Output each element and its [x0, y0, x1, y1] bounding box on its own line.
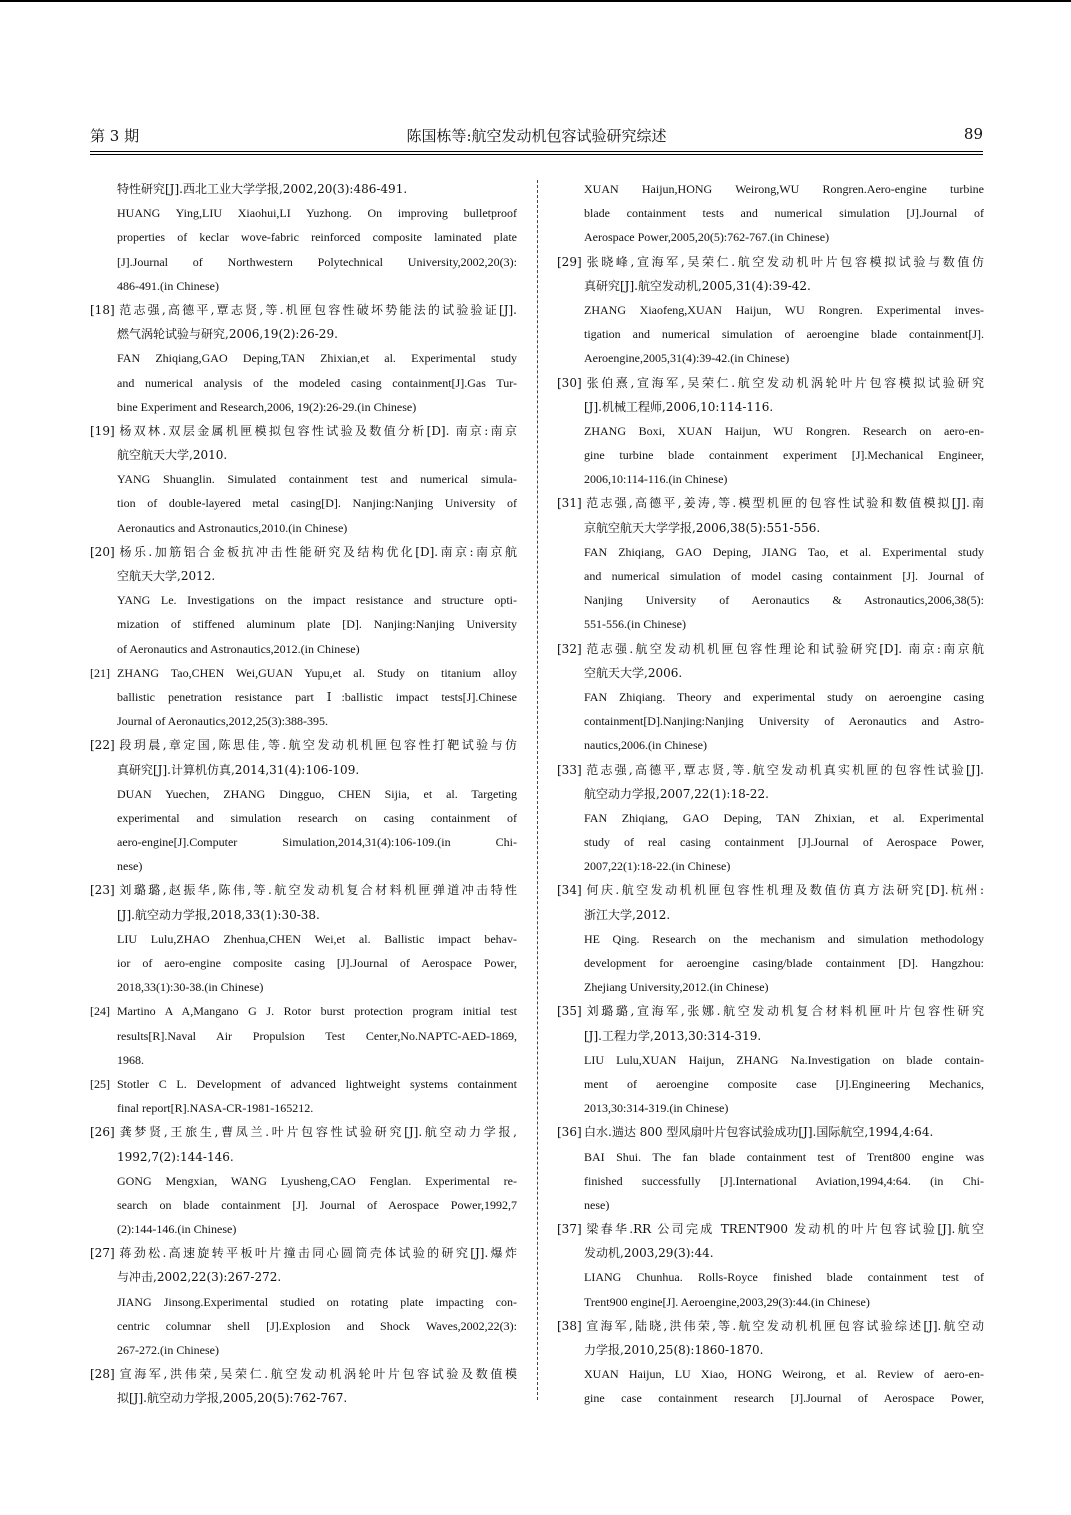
reference-text: Zhejiang University,2012.(in Chinese)	[584, 980, 769, 995]
reference-text: (2):144-146.(in Chinese)	[117, 1222, 237, 1237]
reference-line	[90, 806, 517, 830]
reference-text: Martino A A,Mangano G J. Rotor burst protection program initial test	[117, 1004, 517, 1019]
reference-text: final report[R].NASA-CR-1981-165212.	[117, 1101, 314, 1116]
reference-line	[90, 395, 517, 419]
reference-entry	[90, 540, 517, 661]
reference-entry	[557, 371, 984, 492]
reference-number: [21]	[90, 665, 110, 680]
reference-line	[557, 443, 984, 467]
reference-line	[90, 1193, 517, 1217]
reference-entry	[557, 1314, 984, 1411]
reference-line	[557, 1362, 984, 1386]
reference-text: blade containment tests and numerical simulation [J].Journal of	[584, 206, 984, 221]
reference-line	[90, 637, 517, 661]
reference-text: YANG Le. Investigations on the impact resistance and structure opti-	[117, 593, 517, 608]
reference-line	[557, 951, 984, 975]
reference-text: 白水.遄达 800 型风扇叶片包容试验成功[J].国际航空,1994,4:64.	[584, 1125, 934, 1140]
reference-text: Nanjing University of Aeronautics & Astronautics,2006,38(5):	[584, 593, 984, 608]
reference-entry	[90, 177, 517, 298]
reference-text: 浙江大学,2012.	[584, 907, 671, 922]
reference-text: tigation and numerical simulation of aeroengine blade containment[J].	[584, 327, 984, 342]
reference-number: [37]	[557, 1222, 582, 1237]
reference-line	[90, 830, 517, 854]
reference-line	[557, 1241, 984, 1265]
reference-line	[90, 540, 517, 564]
reference-text: 力学报,2010,25(8):1860-1870.	[584, 1343, 764, 1357]
reference-text: [J].航空动力学报,2018,33(1):30-38.	[117, 907, 320, 922]
reference-text: 267-272.(in Chinese)	[117, 1343, 219, 1357]
reference-line	[557, 274, 984, 298]
reference-text: study of real casing containment [J].Journal of Aerospace Power,	[584, 835, 984, 850]
reference-line	[90, 1048, 517, 1072]
reference-line	[90, 999, 517, 1023]
reference-entry	[90, 419, 517, 540]
reference-line	[90, 1314, 517, 1338]
reference-line	[557, 709, 984, 733]
reference-text: 范志强,高德平,姜涛,等.模型机匣的包容性试验和数值模拟[J].南	[584, 496, 984, 511]
reference-text: 燃气涡轮试验与研究,2006,19(2):26-29.	[117, 327, 338, 342]
reference-line	[90, 1024, 517, 1048]
reference-text: mization of stiffened aluminum plate [D]. Nanjing:Nanjing University	[117, 617, 517, 632]
reference-line	[90, 975, 517, 999]
reference-text: BAI Shui. The fan blade containment test of Trent800 engine was	[584, 1149, 984, 1164]
reference-text: 龚梦贤,王旅生,曹凤兰.叶片包容性试验研究[J].航空动力学报,	[117, 1125, 517, 1140]
reference-entry	[557, 999, 984, 1120]
reference-line	[557, 346, 984, 370]
reference-line	[557, 322, 984, 346]
right-reference-column	[557, 177, 984, 1411]
reference-text: ior of aero-engine composite casing [J].Journal of Aerospace Power,	[117, 956, 517, 970]
reference-number: [22]	[90, 738, 115, 753]
reference-line	[557, 371, 984, 395]
reference-line	[557, 1217, 984, 1241]
reference-text: 2013,30:314-319.(in Chinese)	[584, 1101, 729, 1116]
reference-text: aero-engine[J].Computer Simulation,2014,31(4):106-109.(in Chi-	[117, 835, 517, 850]
reference-entry	[557, 878, 984, 999]
reference-line	[557, 806, 984, 830]
reference-text: 特性研究[J].西北工业大学学报,2002,20(3):486-491.	[117, 182, 408, 196]
reference-text: 范志强,高德平,覃志贤,等.机匣包容性破坏势能法的试验验证[J].	[117, 302, 517, 317]
reference-text: 航空动力学报,2007,22(1):18-22.	[584, 786, 769, 801]
reference-line	[557, 1338, 984, 1362]
reference-entry	[557, 758, 984, 879]
reference-text: 张晓峰,宣海军,吴荣仁.航空发动机叶片包容模拟试验与数值仿	[584, 254, 984, 269]
reference-number: [19]	[90, 423, 115, 438]
reference-text: 航空航天大学,2010.	[117, 448, 228, 463]
reference-text: ZHANG Tao,CHEN Wei,GUAN Yupu,et al. Study on titanium alloy	[117, 665, 517, 680]
reference-text: Aerospace Power,2005,20(5):762-767.(in Chinese)	[584, 230, 830, 245]
reference-line	[557, 1120, 984, 1144]
reference-line	[90, 588, 517, 612]
reference-text: DUAN Yuechen, ZHANG Dingguo, CHEN Sijia, et al. Targeting	[117, 786, 517, 801]
reference-line	[557, 830, 984, 854]
reference-text: 梁春华.RR 公司完成 TRENT900 发动机的叶片包容试验[J].航空	[584, 1222, 984, 1237]
reference-line	[557, 395, 984, 419]
reference-text: HUANG Ying,LIU Xiaohui,LI Yuzhong. On improving bulletproof	[117, 206, 517, 221]
reference-line	[557, 201, 984, 225]
reference-text: finished successfully [J].International Aviation,1994,4:64. (in Chi-	[584, 1173, 984, 1188]
reference-text: experimental and simulation research on casing containment of	[117, 810, 517, 825]
reference-line	[557, 733, 984, 757]
reference-text: 蒋劲松.高速旋转平板叶片撞击同心圆筒壳体试验的研究[J].爆炸	[117, 1246, 517, 1261]
reference-entry	[557, 250, 984, 371]
reference-line	[557, 177, 984, 201]
reference-line	[557, 419, 984, 443]
reference-number: [31]	[557, 496, 582, 511]
reference-text: XUAN Haijun,HONG Weirong,WU Rongren.Aero-engine turbine	[584, 182, 984, 196]
reference-text: JIANG Jinsong.Experimental studied on rotating plate impacting con-	[117, 1294, 517, 1309]
reference-line	[90, 854, 517, 878]
reference-text: 范志强.航空发动机机匣包容性理论和试验研究[D]. 南京:南京航	[584, 641, 984, 656]
reference-text: 拟[J].航空动力学报,2005,20(5):762-767.	[117, 1391, 348, 1406]
reference-line	[90, 419, 517, 443]
reference-text: Trent900 engine[J]. Aeroengine,2003,29(3):44.(in Chinese)	[584, 1294, 870, 1309]
reference-line	[90, 250, 517, 274]
reference-line	[90, 274, 517, 298]
reference-text: YANG Shuanglin. Simulated containment test and numerical simula-	[117, 472, 517, 487]
reference-text: 空航天大学,2006.	[584, 665, 683, 680]
reference-line	[557, 878, 984, 902]
reference-entry	[557, 1217, 984, 1314]
reference-line	[90, 1241, 517, 1265]
reference-text: 551-556.(in Chinese)	[584, 617, 686, 632]
reference-line	[557, 1265, 984, 1289]
reference-number: [34]	[557, 883, 582, 898]
reference-entry	[90, 1120, 517, 1241]
reference-line	[90, 951, 517, 975]
reference-text: FAN Zhiqiang, GAO Deping, TAN Zhixian, et al. Experimental	[584, 810, 984, 825]
reference-entry	[557, 177, 984, 250]
reference-line	[557, 1386, 984, 1410]
reference-line	[90, 298, 517, 322]
reference-text: GONG Mengxian, WANG Lyusheng,CAO Fenglan. Experimental re-	[117, 1173, 517, 1188]
reference-text: 486-491.(in Chinese)	[117, 278, 219, 293]
reference-line	[557, 1145, 984, 1169]
reference-number: [28]	[90, 1367, 115, 1382]
reference-line	[90, 927, 517, 951]
reference-line	[557, 927, 984, 951]
reference-line	[90, 903, 517, 927]
reference-line	[90, 491, 517, 515]
reference-entry	[90, 298, 517, 419]
reference-text: [J].工程力学,2013,30:314-319.	[584, 1028, 762, 1043]
reference-text: FAN Zhiqiang, GAO Deping, JIANG Tao, et al. Experimental study	[584, 544, 984, 559]
reference-text: HE Qing. Research on the mechanism and simulation methodology	[584, 931, 984, 946]
reference-text: 范志强,高德平,覃志贤,等.航空发动机真实机匣的包容性试验[J].	[584, 762, 984, 777]
reference-text: 京航空航天大学学报,2006,38(5):551-556.	[584, 520, 821, 535]
reference-line	[90, 371, 517, 395]
reference-text: 与冲击,2002,22(3):267-272.	[117, 1270, 282, 1285]
reference-number: [38]	[557, 1318, 582, 1333]
reference-number: [25]	[90, 1076, 110, 1091]
reference-text: 发动机,2003,29(3):44.	[584, 1246, 714, 1261]
reference-line	[557, 975, 984, 999]
reference-text: Aeronautics and Astronautics,2010.(in Chinese)	[117, 520, 348, 535]
reference-text: FAN Zhiqiang. Theory and experimental study on aeroengine casing	[584, 689, 984, 704]
reference-line	[90, 1120, 517, 1144]
reference-line	[90, 1386, 517, 1410]
reference-line	[557, 637, 984, 661]
reference-line	[557, 516, 984, 540]
reference-text: bine Experiment and Research,2006, 19(2):26-29.(in Chinese)	[117, 399, 417, 414]
reference-number: [33]	[557, 762, 582, 777]
reference-text: ment of aeroengine composite case [J].Engineering Mechanics,	[584, 1076, 984, 1091]
reference-text: LIU Lulu,XUAN Haijun, ZHANG Na.Investigation on blade contain-	[584, 1052, 984, 1067]
reference-line	[557, 1290, 984, 1314]
reference-entry	[90, 1072, 517, 1120]
reference-text: Stotler C L. Development of advanced lightweight systems containment	[117, 1076, 517, 1091]
page-number: 89	[963, 125, 983, 143]
reference-text: 2007,22(1):18-22.(in Chinese)	[584, 859, 731, 874]
reference-line	[90, 346, 517, 370]
reference-text: nese)	[584, 1197, 610, 1212]
reference-line	[90, 443, 517, 467]
reference-text: 宣海军,陆晓,洪伟荣,等.航空发动机机匣包容试验综述[J].航空动	[584, 1318, 984, 1333]
reference-entry	[90, 1241, 517, 1362]
reference-text: Journal of Aeronautics,2012,25(3):388-395.	[117, 714, 328, 729]
reference-line	[557, 782, 984, 806]
reference-entry	[90, 733, 517, 878]
reference-text: XUAN Haijun, LU Xiao, HONG Weirong, et al. Review of aero-en-	[584, 1367, 984, 1382]
reference-line	[557, 999, 984, 1023]
reference-text: 刘璐璐,赵振华,陈伟,等.航空发动机复合材料机匣弹道冲击特性	[117, 883, 517, 898]
reference-text: [J].Journal of Northwestern Polytechnical University,2002,20(3):	[117, 254, 517, 269]
reference-entry	[557, 637, 984, 758]
reference-line	[90, 878, 517, 902]
reference-line	[90, 1217, 517, 1241]
reference-text: LIANG Chunhua. Rolls-Royce finished blade containment test of	[584, 1270, 984, 1285]
reference-text: gine turbine blade containment experiment [J].Mechanical Engineer,	[584, 448, 984, 463]
reference-line	[557, 467, 984, 491]
reference-line	[90, 322, 517, 346]
reference-line	[557, 564, 984, 588]
reference-line	[557, 612, 984, 636]
reference-text: 2006,10:114-116.(in Chinese)	[584, 472, 728, 487]
reference-number: [20]	[90, 544, 115, 559]
reference-line	[90, 685, 517, 709]
reference-line	[557, 903, 984, 927]
reference-line	[90, 733, 517, 757]
reference-text: 何庆.航空发动机机匣包容性机理及数值仿真方法研究[D].杭州:	[584, 883, 984, 898]
reference-text: tion of double-layered metal casing[D]. Nanjing:Nanjing University of	[117, 496, 517, 511]
reference-text: nautics,2006.(in Chinese)	[584, 738, 707, 753]
reference-text: ZHANG Boxi, XUAN Haijun, WU Rongren. Research on aero-en-	[584, 423, 984, 438]
header-rule	[90, 151, 983, 152]
reference-text: 真研究[J].计算机仿真,2014,31(4):106-109.	[117, 762, 360, 777]
header-rule-thin	[90, 154, 983, 155]
reference-text: ballistic penetration resistance part Ⅰ:ballistic impact tests[J].Chinese	[117, 689, 517, 704]
reference-line	[90, 1265, 517, 1289]
reference-line	[90, 177, 517, 201]
reference-number: [36]	[557, 1125, 582, 1140]
reference-line	[90, 1362, 517, 1386]
reference-entry	[557, 1120, 984, 1217]
reference-line	[557, 1024, 984, 1048]
reference-number: [35]	[557, 1004, 582, 1019]
reference-text: containment[D].Nanjing:Nanjing University of Aeronautics and Astro-	[584, 714, 984, 729]
reference-text: LIU Lulu,ZHAO Zhenhua,CHEN Wei,et al. Ballistic impact behav-	[117, 931, 517, 946]
reference-line	[90, 758, 517, 782]
reference-text: properties of keclar wove-fabric reinforced composite laminated plate	[117, 230, 517, 245]
reference-number: [18]	[90, 302, 115, 317]
reference-line	[557, 685, 984, 709]
reference-text: 杨双林.双层金属机匣模拟包容性试验及数值分析[D]. 南京:南京	[117, 423, 517, 438]
reference-line	[557, 1314, 984, 1338]
reference-text: gine case containment research [J].Journal of Aerospace Power,	[584, 1391, 984, 1406]
reference-line	[90, 1072, 517, 1096]
reference-text: 刘璐璐,宣海军,张娜.航空发动机复合材料机匣叶片包容性研究	[584, 1004, 984, 1019]
left-reference-column	[90, 177, 517, 1411]
reference-line	[557, 1193, 984, 1217]
reference-line	[90, 612, 517, 636]
reference-text: 杨乐.加筋铝合金板抗冲击性能研究及结构优化[D].南京:南京航	[117, 544, 517, 559]
reference-line	[90, 564, 517, 588]
reference-line	[557, 1048, 984, 1072]
reference-text: 2018,33(1):30-38.(in Chinese)	[117, 980, 264, 995]
reference-line	[90, 467, 517, 491]
reference-text: 1992,7(2):144-146.	[117, 1149, 234, 1164]
reference-entry	[90, 878, 517, 999]
reference-entry	[90, 999, 517, 1072]
reference-text: Aeroengine,2005,31(4):39-42.(in Chinese)	[584, 351, 790, 366]
reference-line	[90, 516, 517, 540]
reference-line	[90, 1290, 517, 1314]
reference-text: results[R].Naval Air Propulsion Test Center,No.NAPTC-AED-1869,	[117, 1028, 517, 1043]
reference-text: 段玥晨,章定国,陈思佳,等.航空发动机机匣包容性打靶试验与仿	[117, 738, 517, 753]
reference-entry	[90, 661, 517, 734]
reference-text: and numerical analysis of the modeled casing containment[J].Gas Tur-	[117, 375, 517, 390]
reference-text: centric columnar shell [J].Explosion and Shock Waves,2002,22(3):	[117, 1318, 517, 1333]
reference-line	[557, 1169, 984, 1193]
reference-line	[557, 1096, 984, 1120]
reference-entry	[557, 491, 984, 636]
reference-line	[557, 250, 984, 274]
reference-line	[90, 782, 517, 806]
reference-line	[557, 298, 984, 322]
reference-number: [27]	[90, 1246, 115, 1261]
top-border-rule	[0, 0, 1071, 2]
reference-number: [24]	[90, 1004, 110, 1019]
running-header	[90, 126, 983, 150]
reference-line	[557, 661, 984, 685]
reference-line	[90, 709, 517, 733]
reference-text: and numerical simulation of model casing containment [J]. Journal of	[584, 569, 984, 583]
reference-number: [26]	[90, 1125, 115, 1140]
reference-line	[90, 661, 517, 685]
reference-entry	[90, 1362, 517, 1410]
reference-line	[557, 758, 984, 782]
column-divider	[537, 180, 538, 1400]
reference-line	[90, 225, 517, 249]
running-title: 陈国栋等:航空发动机包容试验研究综述	[406, 127, 667, 145]
reference-line	[557, 588, 984, 612]
issue-number: 第 3 期	[90, 127, 140, 145]
reference-text: 宣海军,洪伟荣,吴荣仁.航空发动机涡轮叶片包容试验及数值模	[117, 1367, 517, 1382]
reference-number: [29]	[557, 254, 582, 269]
reference-text: 张伯熹,宣海军,吴荣仁.航空发动机涡轮叶片包容模拟试验研究	[584, 375, 984, 390]
reference-number: [32]	[557, 641, 582, 656]
reference-text: [J].机械工程师,2006,10:114-116.	[584, 399, 774, 414]
reference-text: 空航天大学,2012.	[117, 569, 216, 583]
reference-text: nese)	[117, 859, 143, 874]
reference-line	[557, 491, 984, 515]
reference-number: [30]	[557, 375, 582, 390]
reference-line	[90, 1169, 517, 1193]
reference-line	[90, 1096, 517, 1120]
reference-line	[90, 201, 517, 225]
reference-text: 真研究[J].航空发动机,2005,31(4):39-42.	[584, 278, 811, 293]
reference-number: [23]	[90, 883, 115, 898]
reference-text: of Aeronautics and Astronautics,2012.(in Chinese)	[117, 641, 360, 656]
reference-line	[557, 225, 984, 249]
reference-text: FAN Zhiqiang,GAO Deping,TAN Zhixian,et al. Experimental study	[117, 351, 517, 366]
reference-line	[90, 1338, 517, 1362]
reference-line	[557, 854, 984, 878]
reference-text: development for aeroengine casing/blade containment [D]. Hangzhou:	[584, 956, 984, 970]
reference-line	[90, 1145, 517, 1169]
reference-text: search on blade containment [J]. Journal of Aerospace Power,1992,7	[117, 1197, 517, 1212]
reference-text: 1968.	[117, 1052, 144, 1067]
reference-text: ZHANG Xiaofeng,XUAN Haijun, WU Rongren. Experimental inves-	[584, 302, 984, 317]
reference-line	[557, 540, 984, 564]
reference-line	[557, 1072, 984, 1096]
